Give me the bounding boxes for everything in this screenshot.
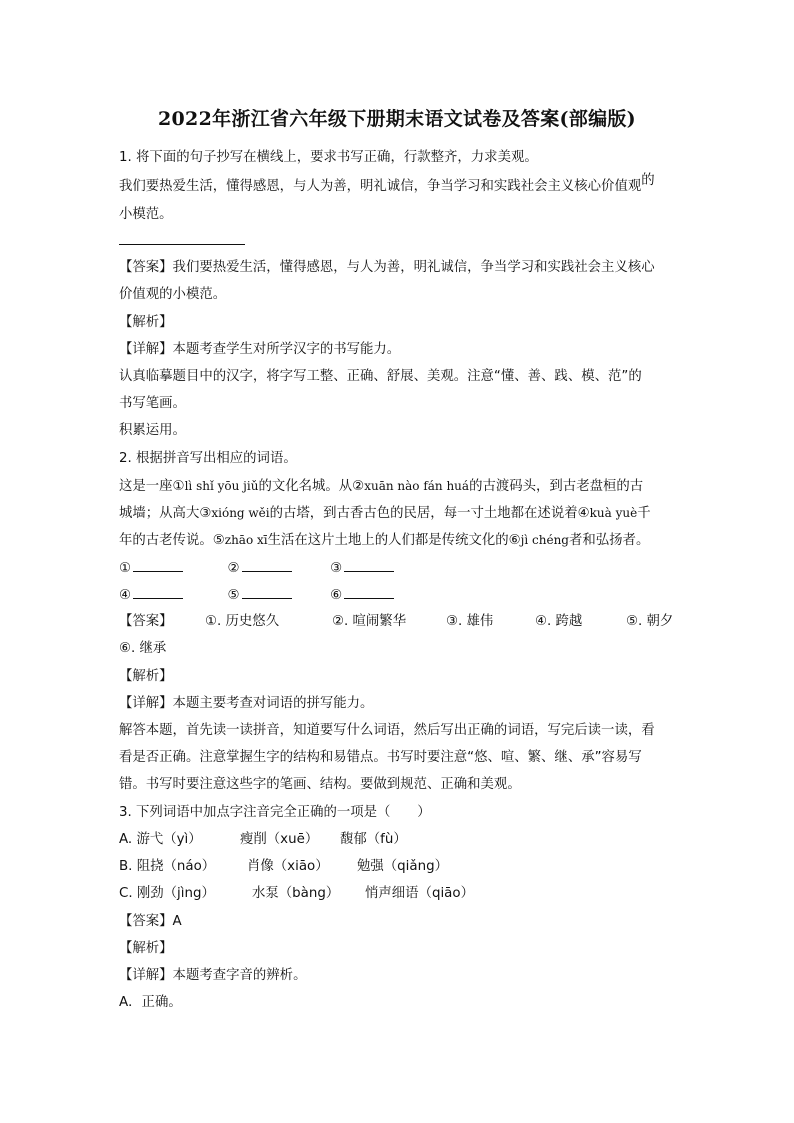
q2-text: 千 [637,506,651,521]
q2-pinyin-6: jì chéng [520,533,569,547]
q3-option-c-word3: 悄声细语（qiāo） [365,886,474,901]
q2-pinyin-2: xuān nào fán huá [364,479,470,493]
q3-analysis-label: 【解析】 [119,941,173,956]
q2-detail: 【详解】本题主要考查对词语的拼写能力。 [119,696,374,711]
q2-explain-line1: 解答本题，首先读一读拼音，知道要写什么词语，然后写出正确的词语，写完后读一读，看 [119,723,655,738]
q1-note: 积累运用。 [119,423,186,438]
q1-detail: 【详解】本题考查学生对所学汉字的书写能力。 [119,342,401,357]
q3-option-a-word3: 馥郁（fù） [340,832,407,847]
q3-answer: 【答案】A [119,914,182,929]
q2-passage-line1 [119,477,643,496]
q2-answer-item: ②. 喧闹繁华 [332,614,407,629]
q1-answer-line [119,244,245,245]
q2-answer-label: 【答案】 [119,614,173,629]
q2-blank-2 [242,559,292,572]
q3-option-c-word2: 水泵（bàng） [252,886,340,901]
q2-pinyin-1: lì shǐ yōu jiǔ [184,479,259,493]
q2-blank-label: ② [227,561,240,576]
q2-blank-label: ① [119,561,132,576]
q3-option-b [119,858,448,876]
q3-stem: 3. 下列词语中加点字注音完全正确的一项是（ ） [119,805,431,820]
q1-answer-line1: 【答案】我们要热爱生活，懂得感恩，与人为善，明礼诚信，争当学习和实践社会主义核心 [119,260,655,275]
q3-option-a-explain: A．正确。 [119,995,182,1010]
q2-blank-label: ④ [119,588,132,603]
q1-stem: 1. 将下面的句子抄写在横线上，要求书写正确，行款整齐，力求美观。 [119,150,538,165]
q2-pinyin-5: zhāo xī [224,533,268,547]
q1-sentence-line1 [119,173,655,196]
q2-stem: 2. 根据拼音写出相应的词语。 [119,451,297,466]
q3-option-c [119,885,474,903]
q2-pinyin-4: kuà yuè [589,506,638,520]
q1-explain-line1: 认真临摹题目中的汉字，将字写工整、正确、舒展、美观。注意“懂、善、践、模、范”的 [119,369,642,384]
q2-blank-label: ③ [330,561,343,576]
q3-option-b-word1: B. 阻挠（náo） [119,859,216,874]
q2-text: 的古渡码头，到古老盘桓的古 [469,479,644,494]
q1-analysis-label: 【解析】 [119,315,173,330]
q3-option-a [119,831,407,849]
q3-option-b-word2: 肖像（xiāo） [247,859,329,874]
q2-analysis-label: 【解析】 [119,669,173,684]
q3-option-c-word1: C. 刚劲（jìng） [119,886,215,901]
q3-detail: 【详解】本题考查字音的辨析。 [119,968,307,983]
q1-explain-line2: 书写笔画。 [119,396,186,411]
q2-blank-5 [242,586,292,599]
q1-sentence-line2: 小模范。 [119,207,173,222]
q2-text: 的古塔，到古香古色的民居，每一寸土地都在述说着④ [269,506,590,521]
q2-blank-3 [344,559,394,572]
q1-sentence-de: 的 [641,173,655,188]
q2-answer-item: ⑤. 朝夕 [626,614,674,629]
q2-passage-line2 [119,504,651,523]
q2-answer-item: ④. 跨越 [535,614,583,629]
q2-text: 年的古老传说。⑤ [119,533,225,548]
q2-answer-item: ①. 历史悠久 [205,614,280,629]
q2-text: 生活在这片土地上的人们都是传统文化的⑥ [267,533,521,548]
q1-sentence-part-a: 我们要热爱生活，懂得感恩，与人为善，明礼诚信，争当学习和实践社会主义核心价值观 [119,179,642,194]
q2-blank-label: ⑥ [330,588,343,603]
q2-explain-line3: 错。书写时要注意这些字的笔画、结构。要做到规范、正确和美观。 [119,777,521,792]
q2-answer-row2: ⑥. 继承 [119,641,167,656]
q2-blank-1 [133,559,183,572]
q3-option-a-word1: A. 游弋（yì） [119,832,202,847]
q2-text: 者和弘扬者。 [569,533,650,548]
q2-text: 这是一座① [119,479,185,494]
q2-answer-row [119,613,673,631]
q2-blank-row1 [119,559,394,578]
q1-answer-line2: 价值观的小模范。 [119,287,227,302]
q2-pinyin-3: xióng wěi [211,506,270,520]
q2-blank-row2 [119,586,394,605]
q2-blank-4 [133,586,183,599]
q3-option-a-word2: 瘦削（xuē） [240,832,319,847]
q3-option-b-word3: 勉强（qiǎng） [357,859,448,874]
q2-blank-label: ⑤ [227,588,240,603]
q2-explain-line2: 看是否正确。注意掌握生字的结构和易错点。书写时要注意“悠、喧、繁、继、承”容易写 [119,750,642,765]
q2-answer-item: ③. 雄伟 [446,614,494,629]
q2-blank-6 [344,586,394,599]
q2-text: 城墙；从高大③ [119,506,212,521]
q2-passage-line3 [119,531,649,550]
q2-text: 的文化名城。从② [258,479,365,494]
document-title: 2022年浙江省六年级下册期末语文试卷及答案(部编版) [158,108,636,130]
